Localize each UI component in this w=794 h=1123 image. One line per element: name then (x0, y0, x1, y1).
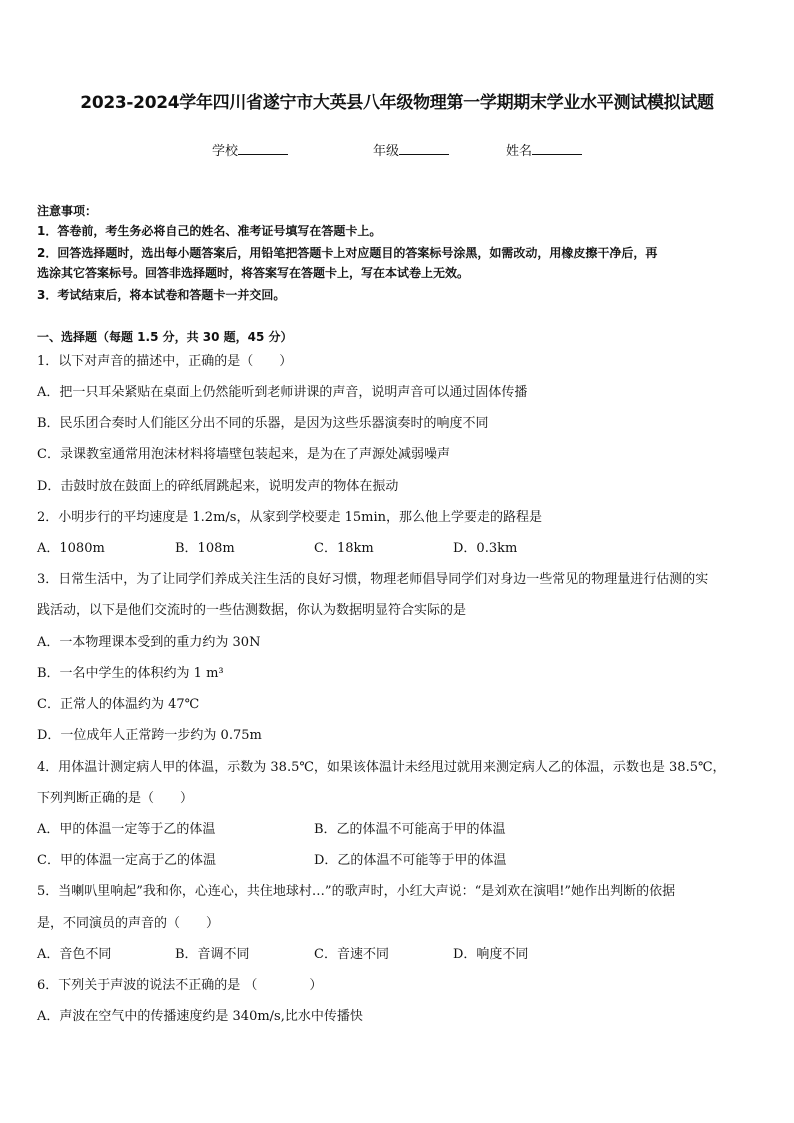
question-3-option-c: C．正常人的体温约为 47℃ (37, 697, 200, 712)
school-field[interactable] (212, 140, 288, 159)
question-5-stem-continued: 是，不同演员的声音的（ ） (37, 916, 220, 931)
question-1-option-b: B．民乐团合奏时人们能区分出不同的乐器，是因为这些乐器演奏时的响度不同 (37, 416, 489, 431)
question-5-stem: 5．当喇叭里响起”我和你，心连心，共住地球村…”的歌声时，小红大声说：“是刘欢在演唱!”她作出判断的依据 (37, 884, 676, 899)
question-3-stem-continued: 践活动，以下是他们交流时的一些估测数据，你认为数据明显符合实际的是 (37, 603, 467, 618)
name-label: 姓名 (506, 144, 533, 159)
question-2-option-b: B．108m (175, 541, 235, 556)
page-title: 2023-2024学年四川省遂宁市大英县八年级物理第一学期期末学业水平测试模拟试题 (80, 93, 714, 113)
question-1-option-a: A．把一只耳朵紧贴在桌面上仍然能听到老师讲课的声音，说明声音可以通过固体传播 (37, 385, 528, 400)
question-3-option-d: D．一位成年人正常跨一步约为 0.75m (37, 728, 262, 743)
question-4-option-c: C．甲的体温一定高于乙的体温 (37, 853, 216, 868)
question-6-stem: 6．下列关于声波的说法不正确的是 （ ） (37, 978, 323, 993)
question-4-option-b: B．乙的体温不可能高于甲的体温 (314, 822, 506, 837)
name-field[interactable] (506, 140, 582, 159)
question-2-stem: 2．小明步行的平均速度是 1.2m/s，从家到学校要走 15min，那么他上学要走的路程是 (37, 510, 542, 525)
question-1-stem: 1．以下对声音的描述中，正确的是（ ） (37, 354, 293, 369)
question-1-option-c: C．录课教室通常用泡沫材料将墙壁包装起来，是为在了声源处减弱噪声 (37, 447, 450, 462)
note-item: 选涂其它答案标号。回答非选择题时，将答案写在答题卡上，写在本试卷上无效。 (37, 266, 470, 280)
question-3-stem: 3．日常生活中，为了让同学们养成关注生活的良好习惯，物理老师倡导同学们对身边一些常见的物理量进行估测的实 (37, 572, 709, 587)
question-5-option-c: C．音速不同 (314, 947, 389, 962)
question-4-option-a: A．甲的体温一定等于乙的体温 (37, 822, 216, 837)
question-5-option-d: D．响度不同 (453, 947, 529, 962)
question-3-option-a: A．一本物理课本受到的重力约为 30N (37, 635, 261, 650)
note-item: 3．考试结束后，将本试卷和答题卡一并交回。 (37, 288, 286, 302)
question-6-option-a: A．声波在空气中的传播速度约是 340m/s,比水中传播快 (37, 1009, 363, 1024)
question-5-option-b: B．音调不同 (175, 947, 250, 962)
note-item: 1．答卷前，考生务必将自己的姓名、准考证号填写在答题卡上。 (37, 224, 382, 238)
school-label: 学校 (212, 144, 239, 159)
question-4-option-d: D．乙的体温不可能等于甲的体温 (314, 853, 507, 868)
grade-blank[interactable] (399, 141, 449, 155)
question-1-option-d: D．击鼓时放在鼓面上的碎纸屑跳起来，说明发声的物体在振动 (37, 479, 399, 494)
school-blank[interactable] (238, 141, 288, 155)
question-2-option-d: D．0.3km (453, 541, 518, 556)
question-4-stem: 4．用体温计测定病人甲的体温，示数为 38.5℃，如果该体温计未经甩过就用来测定病人乙的体温，示数也是 38.5℃， (37, 760, 726, 775)
question-5-option-a: A．音色不同 (37, 947, 112, 962)
section-heading: 一、选择题（每题 1.5 分，共 30 题，45 分） (37, 330, 293, 344)
note-item: 2．回答选择题时，选出每小题答案后，用铅笔把答题卡上对应题目的答案标号涂黑，如需改动，用橡皮擦干净后，再 (37, 246, 658, 260)
notes-heading: 注意事项： (37, 204, 98, 218)
question-3-option-b: B．一名中学生的体积约为 1 m³ (37, 666, 224, 681)
grade-label: 年级 (373, 144, 400, 159)
name-blank[interactable] (532, 141, 582, 155)
question-2-option-a: A．1080m (37, 541, 105, 556)
question-2-option-c: C．18km (314, 541, 374, 556)
grade-field[interactable] (373, 140, 449, 159)
student-info-fields (0, 140, 794, 160)
question-4-stem-continued: 下列判断正确的是（ ） (37, 791, 194, 806)
